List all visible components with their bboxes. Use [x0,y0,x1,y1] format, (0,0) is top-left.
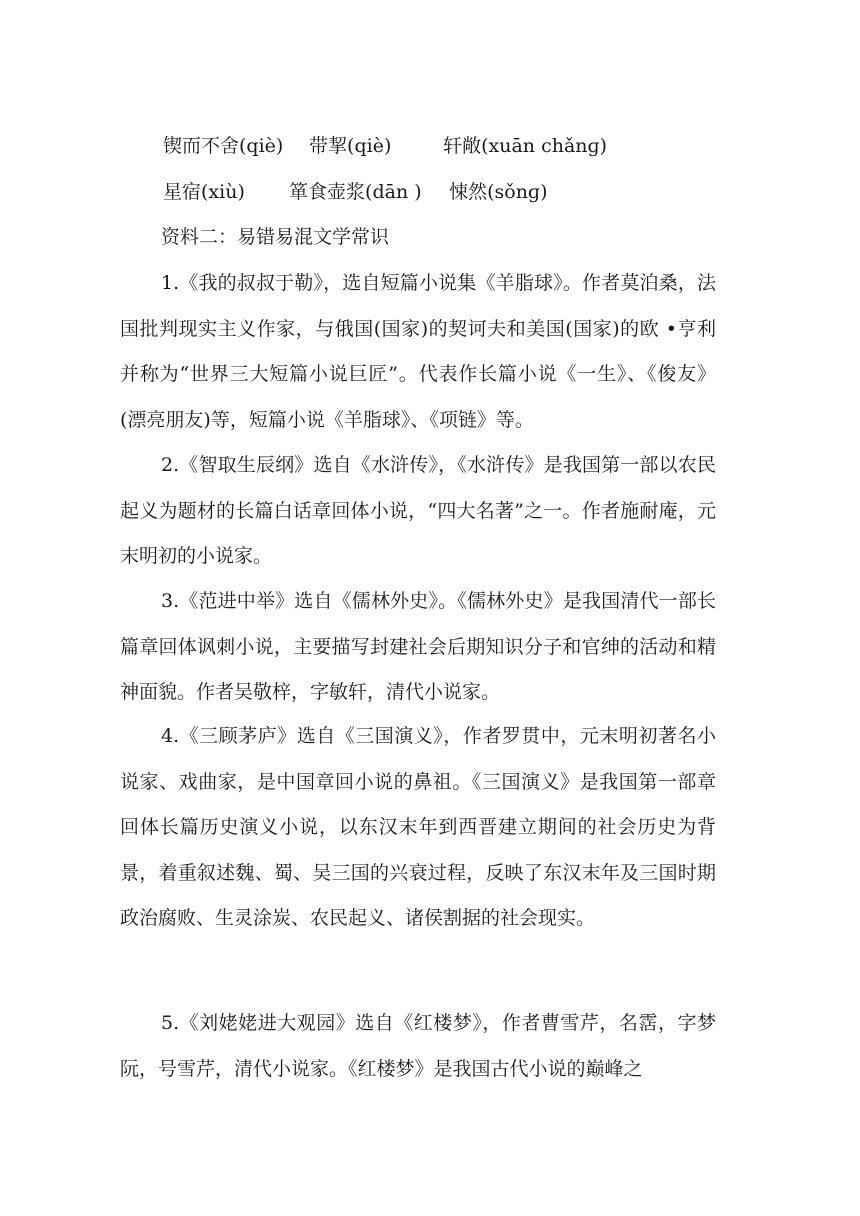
paragraph: 1.《我的叔叔于勒》，选自短篇小说集《羊脂球》。作者莫泊桑，法国批判现实主义作家，与俄国(国家)的契诃夫和美国(国家)的欧 •亨利并称为“世界三大短篇小说巨匠”。代表作长篇小说《一生》、《俊友》(漂亮朋友)等，短篇小说《羊脂球》、《项链》等。 [120,272,716,431]
vocab-row-2 [163,170,783,214]
section-title: 资料二：易错易混文学常识 [161,226,390,248]
vocab-item: 星宿(xiù) [163,181,245,203]
vocab-item: 锲而不舍(qiè) [163,135,284,157]
vocab-item: 带挈(qiè) [309,135,392,157]
paragraph: 4.《三顾茅庐》选自《三国演义》，作者罗贯中，元末明初著名小说家、戏曲家，是中国章回小说的鼻祖。《三国演义》是我国第一部章回体长篇历史演义小说，以东汉末年到西晋建立期间的社会历史为背景，着重叙述魏、蜀、吴三国的兴衰过程，反映了东汉末年及三国时期政治腐败、生灵涂炭、农民起义、诸侯割据的社会现实。 [120,725,716,929]
vocab-item: 轩敞(xuān chǎnɡ) [443,135,608,157]
vocab-item: 箪食壶浆(dān ) [289,181,422,203]
paragraph: 3.《范进中举》选自《儒林外史》。《儒林外史》是我国清代一部长篇章回体讽刺小说，主要描写封建社会后期知识分子和官绅的活动和精神面貌。作者吴敬梓，字敏轩，清代小说家。 [120,590,716,703]
vocab-item: 悚然(sǒnɡ) [449,181,548,203]
vocab-row-1 [163,124,783,168]
paragraph: 2.《智取生辰纲》选自《水浒传》，《水浒传》是我国第一部以农民起义为题材的长篇白话章回体小说，“四大名著”之一。作者施耐庵，元末明初的小说家。 [120,454,716,567]
paragraph: 5.《刘姥姥进大观园》选自《红楼梦》，作者曹雪芹，名霑，字梦阮，号雪芹，清代小说家。《红楼梦》是我国古代小说的巅峰之 [120,1012,716,1080]
